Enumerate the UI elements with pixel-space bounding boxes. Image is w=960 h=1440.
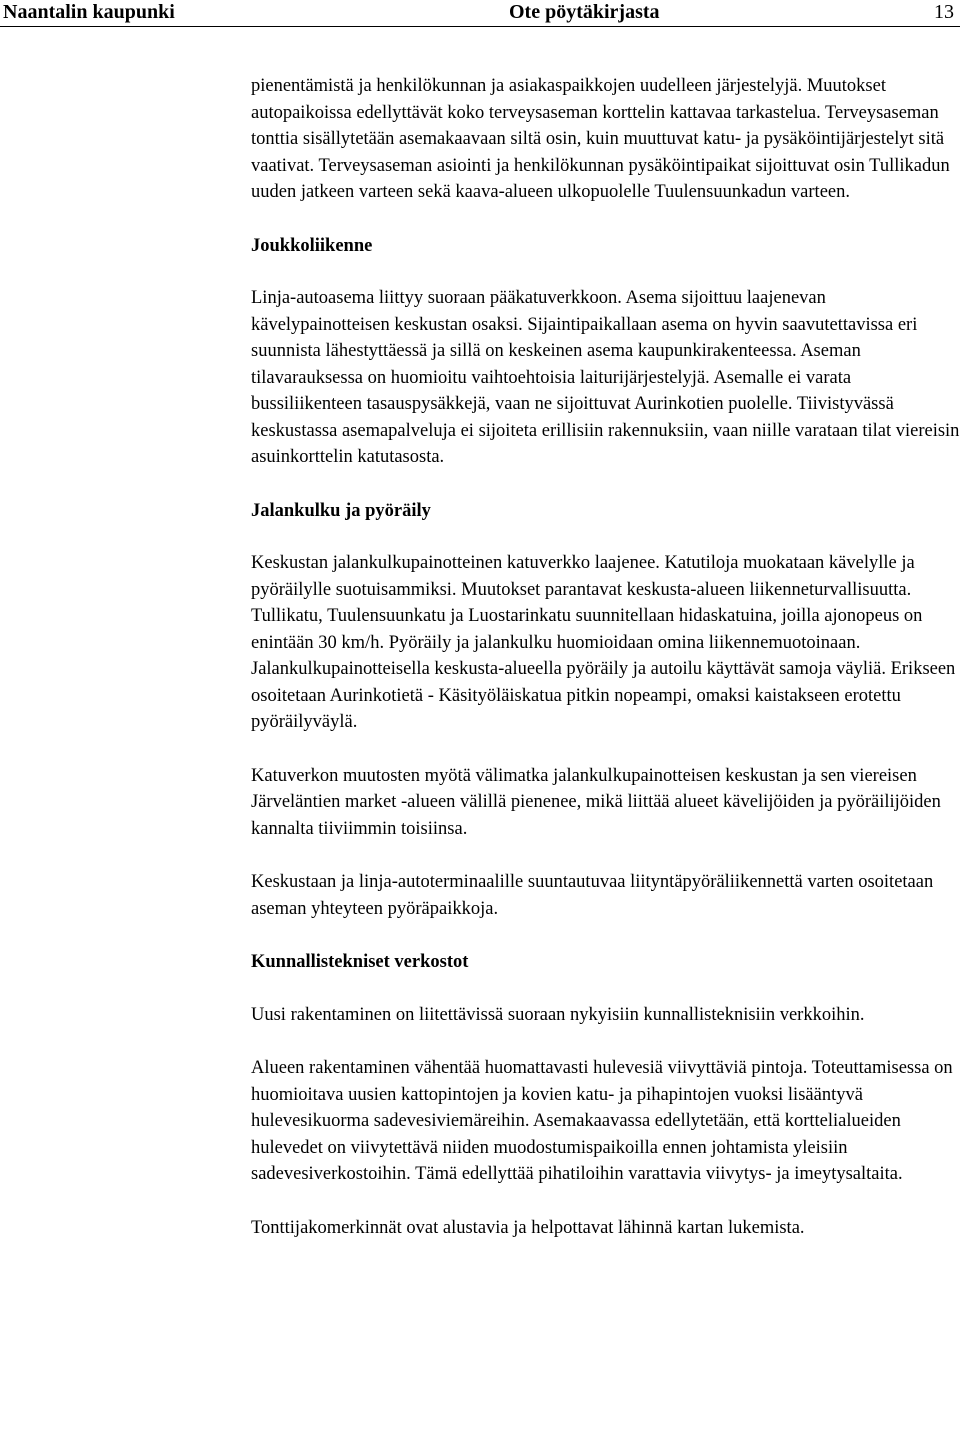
- document-title: Ote pöytäkirjasta: [509, 1, 660, 23]
- utilities-paragraph-1: Uusi rakentaminen on liitettävissä suoraan nykyisiin kunnallisteknisiin verkkoihin.: [251, 1004, 865, 1025]
- utilities-paragraph-3: Tonttijakomerkinnät ovat alustavia ja helpottavat lähinnä kartan lukemista.: [251, 1217, 805, 1238]
- utilities-paragraph-2: Alueen rakentaminen vähentää huomattavasti hulevesiä viivyttäviä pintoja. Toteuttamisessa on huomioitava uusien kattopintojen ja kovien katu- ja pihapintojen vuoksi lisääntyvä hulevesikuorma sadevesiviemäreihin. Asemakaavassa edellytetään, että korttelialueiden hulevedet on viivytettävä niiden muodostumispaikoilla ennen johtamista yleisiin sadevesiverkostoihin. Tämä edellyttää pihatiloihin varattavia viivytys- ja imeytysaltaita.: [251, 1058, 953, 1184]
- heading-utilities: Kunnallistekniset verkostot: [251, 952, 469, 972]
- page-header: [0, 0, 960, 27]
- page-number: 13: [934, 1, 954, 23]
- walking-cycling-paragraph-3: Keskustaan ja linja-autoterminaalille suuntautuvaa liityntäpyöräliikennettä varten osoitetaan aseman yhteyteen pyöräpaikkoja.: [251, 872, 934, 919]
- heading-walking-cycling: Jalankulku ja pyöräily: [251, 500, 431, 521]
- heading-public-transport: Joukkoliikenne: [251, 235, 373, 256]
- intro-paragraph: pienentämistä ja henkilökunnan ja asiakaspaikkojen uudelleen järjestelyjä. Muutokset autopaikoissa edellyttävät koko terveysaseman korttelin kattavaa tarkastelua. Terveysaseman tonttia sisällytetään asemakaavaan siltä osin, kuin muuttuvat katu- ja pysäköintijärjestelyt sitä vaativat. Terveysaseman asiointi ja henkilökunnan pysäköintipaikat sijoittuvat osin Tullikadun uuden jatkeen varteen sekä kaava-alueen ulkopuolelle Tuulensuunkadun varteen.: [251, 76, 950, 202]
- public-transport-paragraph: Linja-autoasema liittyy suoraan pääkatuverkkoon. Asema sijoittuu laajenevan kävelypainotteisen keskustan osaksi. Sijaintipaikallaan asema on hyvin saavutettavissa eri suunnista lähestyttäessä ja sillä on keskeinen asema kaupunkirakenteessa. Aseman tilavarauksessa on huomioitu vaihtoehtoisia laiturijärjestelyjä. Asemalle ei varata bussiliikenteen tasauspysäkkejä, vaan ne sijoittuvat Aurinkotien puolelle. Tiivistyvässä keskustassa asemapalveluja ei sijoiteta erillisiin rakennuksiin, vaan niille varataan tilat viereisin asuinkorttelin katutasosta.: [251, 288, 960, 467]
- walking-cycling-paragraph-2: Katuverkon muutosten myötä välimatka jalankulkupainotteisen keskustan ja sen viereisen Järveläntien market -alueen välillä pienenee, mikä liittää alueet kävelijöiden ja pyöräilijöiden kannalta tiiviimmin toisiinsa.: [251, 765, 941, 839]
- walking-cycling-paragraph-1: Keskustan jalankulkupainotteinen katuverkko laajenee. Katutiloja muokataan kävelylle ja pyöräilylle suotuisammiksi. Muutokset parantavat keskusta-alueen liikenneturvallisuutta. Tullikatu, Tuulensuunkatu ja Luostarinkatu suunnitellaan hidaskatuina, joilla ajonopeus on enintään 30 km/h. Pyöräily ja jalankulku huomioidaan omina liikennemuotoinaan. Jalankulkupainotteisella keskusta-alueella pyöräily ja autoilu käyttävät samoja väyliä. Erikseen osoitetaan Aurinkotietä - Käsityöläiskatua pitkin nopeampi, omaksi kaistakseen erotettu pyöräilyväylä.: [251, 553, 956, 732]
- document-body: [251, 73, 960, 1241]
- organization-name: Naantalin kaupunki: [3, 1, 175, 23]
